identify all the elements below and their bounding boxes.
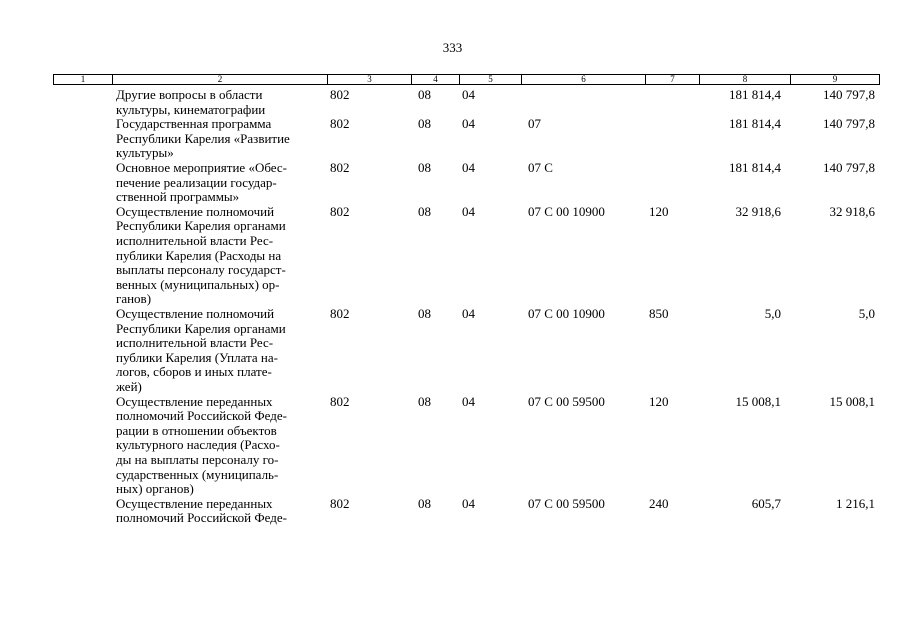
row-description-line: венных (муниципальных) ор- <box>116 276 280 292</box>
row-description-line: Осуществление переданных <box>116 393 273 409</box>
row-target-article: 07 С <box>528 159 553 175</box>
row-admin-code: 802 <box>330 203 350 219</box>
row-description-line: культурного наследия (Расхо- <box>116 437 280 453</box>
row-description-line: жей) <box>116 378 142 394</box>
header-col-1: 1 <box>80 74 86 84</box>
header-col-7: 7 <box>645 75 699 84</box>
row-section-code: 08 <box>418 203 431 219</box>
row-description-line: сударственных (муниципаль- <box>116 466 279 482</box>
header-col-6: 6 <box>521 75 645 84</box>
row-description <box>116 395 328 497</box>
row-amount-year-1: 181 814,4 <box>729 159 781 175</box>
table-body <box>0 88 905 526</box>
row-description-line: культуры, кинематографии <box>116 101 266 117</box>
row-description <box>116 88 328 117</box>
row-subsection-code: 04 <box>462 116 475 132</box>
table-header <box>53 74 880 85</box>
row-description-line: ных) органов) <box>116 481 194 497</box>
row-subsection-code: 04 <box>462 393 475 409</box>
row-description-line: культуры» <box>116 145 174 161</box>
row-subsection-code: 04 <box>462 305 475 321</box>
row-description-line: исполнительной власти Рес- <box>116 335 274 351</box>
row-amount-year-1: 181 814,4 <box>729 116 781 132</box>
table-row <box>0 117 905 161</box>
row-description <box>116 205 328 307</box>
header-col-5: 5 <box>459 75 521 84</box>
row-description-line: исполнительной власти Рес- <box>116 232 274 248</box>
header-col-9: 9 <box>790 75 879 84</box>
row-description <box>116 307 328 395</box>
header-col-4: 4 <box>411 75 459 84</box>
row-admin-code: 802 <box>330 305 350 321</box>
row-admin-code: 802 <box>330 159 350 175</box>
row-target-article: 07 <box>528 116 541 132</box>
row-description <box>116 117 328 161</box>
row-admin-code: 802 <box>330 87 350 102</box>
row-admin-code: 802 <box>330 495 350 511</box>
row-amount-year-2: 5,0 <box>858 305 875 321</box>
row-description-line: полномочий Российской Феде- <box>116 510 287 526</box>
header-col-8: 8 <box>699 75 790 84</box>
row-subsection-code: 04 <box>462 495 475 511</box>
row-description-line: Государственная программа <box>116 116 272 132</box>
row-description-line: печение реализации государ- <box>116 174 277 190</box>
row-admin-code: 802 <box>330 116 350 132</box>
row-admin-code: 802 <box>330 393 350 409</box>
page-number: 333 <box>442 40 463 55</box>
table-row <box>0 161 905 205</box>
row-description <box>116 497 328 526</box>
row-target-article: 07 С 00 59500 <box>528 495 605 511</box>
row-description-line: публики Карелия (Уплата на- <box>116 349 278 365</box>
row-description-line: ды на выплаты персоналу го- <box>116 451 279 467</box>
row-description-line: рации в отношении объектов <box>116 422 277 438</box>
row-description-line: Осуществление полномочий <box>116 305 275 321</box>
row-description-line: Республики Карелия органами <box>116 320 286 336</box>
row-description-line: Республики Карелия органами <box>116 218 286 234</box>
row-expense-type: 120 <box>649 203 669 219</box>
row-amount-year-1: 605,7 <box>751 495 781 511</box>
row-description-line: Осуществление переданных <box>116 495 273 511</box>
table-row <box>0 307 905 395</box>
row-amount-year-1: 5,0 <box>764 305 781 321</box>
row-description-line: Республики Карелия «Развитие <box>116 130 290 146</box>
row-amount-year-1: 32 918,6 <box>735 203 781 219</box>
row-section-code: 08 <box>418 116 431 132</box>
header-col-2: 2 <box>112 75 327 84</box>
row-expense-type: 850 <box>649 305 669 321</box>
row-subsection-code: 04 <box>462 87 475 102</box>
table-row <box>0 88 905 117</box>
row-description-line: Другие вопросы в области <box>116 87 263 102</box>
header-col-3: 3 <box>327 75 411 84</box>
row-amount-year-2: 1 216,1 <box>836 495 875 511</box>
row-section-code: 08 <box>418 159 431 175</box>
row-amount-year-2: 15 008,1 <box>829 393 875 409</box>
row-subsection-code: 04 <box>462 203 475 219</box>
row-amount-year-1: 181 814,4 <box>729 87 781 102</box>
row-description-line: публики Карелия (Расходы на <box>116 247 282 263</box>
row-target-article: 07 С 00 59500 <box>528 393 605 409</box>
row-target-article: 07 С 00 10900 <box>528 305 605 321</box>
row-description-line: Осуществление полномочий <box>116 203 275 219</box>
table-row <box>0 497 905 526</box>
table-row <box>0 205 905 307</box>
row-description-line: Основное мероприятие «Обес- <box>116 159 287 175</box>
row-description-line: ганов) <box>116 291 152 307</box>
row-amount-year-2: 32 918,6 <box>829 203 875 219</box>
row-subsection-code: 04 <box>462 159 475 175</box>
row-section-code: 08 <box>418 87 431 102</box>
row-amount-year-2: 140 797,8 <box>823 159 875 175</box>
row-description-line: логов, сборов и иных плате- <box>116 364 272 380</box>
row-expense-type: 120 <box>649 393 669 409</box>
row-amount-year-1: 15 008,1 <box>735 393 781 409</box>
row-target-article: 07 С 00 10900 <box>528 203 605 219</box>
row-amount-year-2: 140 797,8 <box>823 87 875 102</box>
row-section-code: 08 <box>418 393 431 409</box>
table-row <box>0 395 905 497</box>
row-description-line: полномочий Российской Феде- <box>116 408 287 424</box>
row-description-line: ственной программы» <box>116 189 240 205</box>
row-section-code: 08 <box>418 495 431 511</box>
row-amount-year-2: 140 797,8 <box>823 116 875 132</box>
row-description-line: выплаты персоналу государст- <box>116 262 286 278</box>
row-expense-type: 240 <box>649 495 669 511</box>
row-section-code: 08 <box>418 305 431 321</box>
row-description <box>116 161 328 205</box>
